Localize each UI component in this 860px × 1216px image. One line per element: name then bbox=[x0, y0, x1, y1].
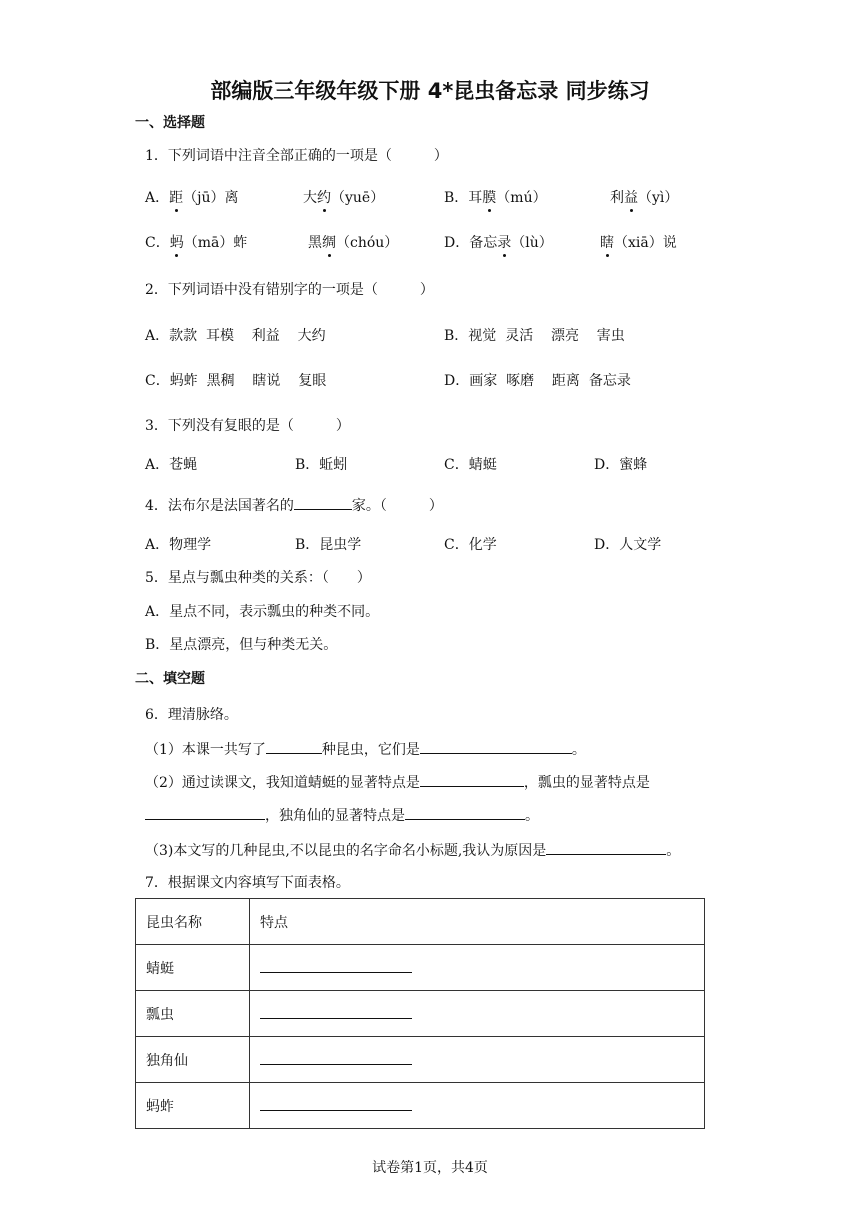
table-row bbox=[136, 945, 705, 991]
question-6-stem: 6．理清脉络。 bbox=[145, 707, 238, 723]
question-3-stem: 3．下列没有复眼的是（ ） bbox=[145, 418, 350, 434]
page-title: 部编版三年级年级下册 4*昆虫备忘录 同步练习 bbox=[210, 79, 650, 103]
q6-part-2-cont: ，独角仙的显著特点是 。 bbox=[145, 805, 539, 826]
q1-option-d: D．备忘录（lù） bbox=[444, 235, 553, 251]
q1-option-a: A．距（jū）离 bbox=[145, 190, 239, 206]
question-1-stem: 1．下列词语中注音全部正确的一项是（ ） bbox=[145, 148, 448, 164]
q5-option-b: B．星点漂亮，但与种类无关。 bbox=[145, 637, 338, 653]
section-heading-fill: 二、填空题 bbox=[135, 671, 205, 687]
table-header-row bbox=[136, 899, 705, 945]
feature-blank[interactable] bbox=[260, 1050, 412, 1065]
row-feature-cell bbox=[250, 991, 705, 1037]
question-4-stem: 4．法布尔是法国著名的 家。（ ） bbox=[145, 495, 443, 516]
q6-blank-ladybug[interactable] bbox=[145, 805, 265, 820]
q4-option-d: D．人文学 bbox=[594, 537, 662, 553]
row-insect-name: 蚂蚱 bbox=[136, 1083, 250, 1129]
q2-option-d: D．画家 啄磨 距离 备忘录 bbox=[444, 373, 631, 389]
row-insect-name: 蜻蜓 bbox=[136, 945, 250, 991]
q4-answer-blank[interactable] bbox=[294, 495, 352, 510]
q6-part-3: （3)本文写的几种昆虫,不以昆虫的名字命名小标题,我认为原因是 。 bbox=[145, 840, 680, 861]
q3-option-c: C．蜻蜓 bbox=[444, 457, 497, 473]
q2-option-c: C．蚂蚱 黑稠 瞎说 复眼 bbox=[145, 373, 327, 389]
row-feature-cell bbox=[250, 1083, 705, 1129]
q2-option-a: A．款款 耳模 利益 大约 bbox=[145, 328, 326, 344]
table-row bbox=[136, 1083, 705, 1129]
q6-part-1: （1）本课一共写了 种昆虫，它们是 。 bbox=[145, 739, 586, 760]
q1-option-c-word2: 黑绸（chóu） bbox=[308, 235, 399, 251]
q6-blank-insects[interactable] bbox=[420, 739, 572, 754]
q1-option-b-word2: 利益（yì） bbox=[610, 190, 679, 206]
row-feature-cell bbox=[250, 1037, 705, 1083]
q1-option-d-word2: 瞎（xiā）说 bbox=[600, 235, 677, 251]
q4-option-a: A．物理学 bbox=[145, 537, 212, 553]
page-footer: 试卷第1页，共4页 bbox=[372, 1160, 488, 1176]
q1-option-c: C．蚂（mā）蚱 bbox=[145, 235, 248, 251]
table-row bbox=[136, 991, 705, 1037]
q6-blank-count[interactable] bbox=[266, 739, 322, 754]
question-2-stem: 2．下列词语中没有错别字的一项是（ ） bbox=[145, 282, 434, 298]
q1-option-a-word2: 大约（yuē） bbox=[303, 190, 385, 206]
header-feature: 特点 bbox=[250, 899, 705, 945]
q6-blank-reason[interactable] bbox=[546, 840, 666, 855]
q4-option-c: C．化学 bbox=[444, 537, 497, 553]
row-insect-name: 独角仙 bbox=[136, 1037, 250, 1083]
q6-blank-beetle[interactable] bbox=[405, 805, 525, 820]
header-insect-name: 昆虫名称 bbox=[136, 899, 250, 945]
feature-blank[interactable] bbox=[260, 1004, 412, 1019]
q4-option-b: B．昆虫学 bbox=[295, 537, 362, 553]
q3-option-d: D．蜜蜂 bbox=[594, 457, 648, 473]
q3-option-a: A．苍蝇 bbox=[145, 457, 198, 473]
feature-blank[interactable] bbox=[260, 1096, 412, 1111]
row-feature-cell bbox=[250, 945, 705, 991]
question-5-stem: 5．星点与瓢虫种类的关系：（ ） bbox=[145, 570, 371, 586]
q3-option-b: B．蚯蚓 bbox=[295, 457, 348, 473]
q2-option-b: B．视觉 灵活 漂亮 害虫 bbox=[444, 328, 625, 344]
q1-option-b: B．耳膜（mú） bbox=[444, 190, 547, 206]
table-row bbox=[136, 1037, 705, 1083]
q5-option-a: A．星点不同，表示瓢虫的种类不同。 bbox=[145, 604, 380, 620]
feature-blank[interactable] bbox=[260, 958, 412, 973]
q6-part-2: （2）通过读课文，我知道蜻蜓的显著特点是 ，瓢虫的显著特点是 bbox=[145, 772, 650, 793]
section-heading-choice: 一、选择题 bbox=[135, 115, 205, 131]
question-7-stem: 7．根据课文内容填写下面表格。 bbox=[145, 875, 350, 891]
insect-features-table bbox=[135, 898, 705, 1129]
row-insect-name: 瓢虫 bbox=[136, 991, 250, 1037]
q6-blank-dragonfly[interactable] bbox=[420, 772, 524, 787]
